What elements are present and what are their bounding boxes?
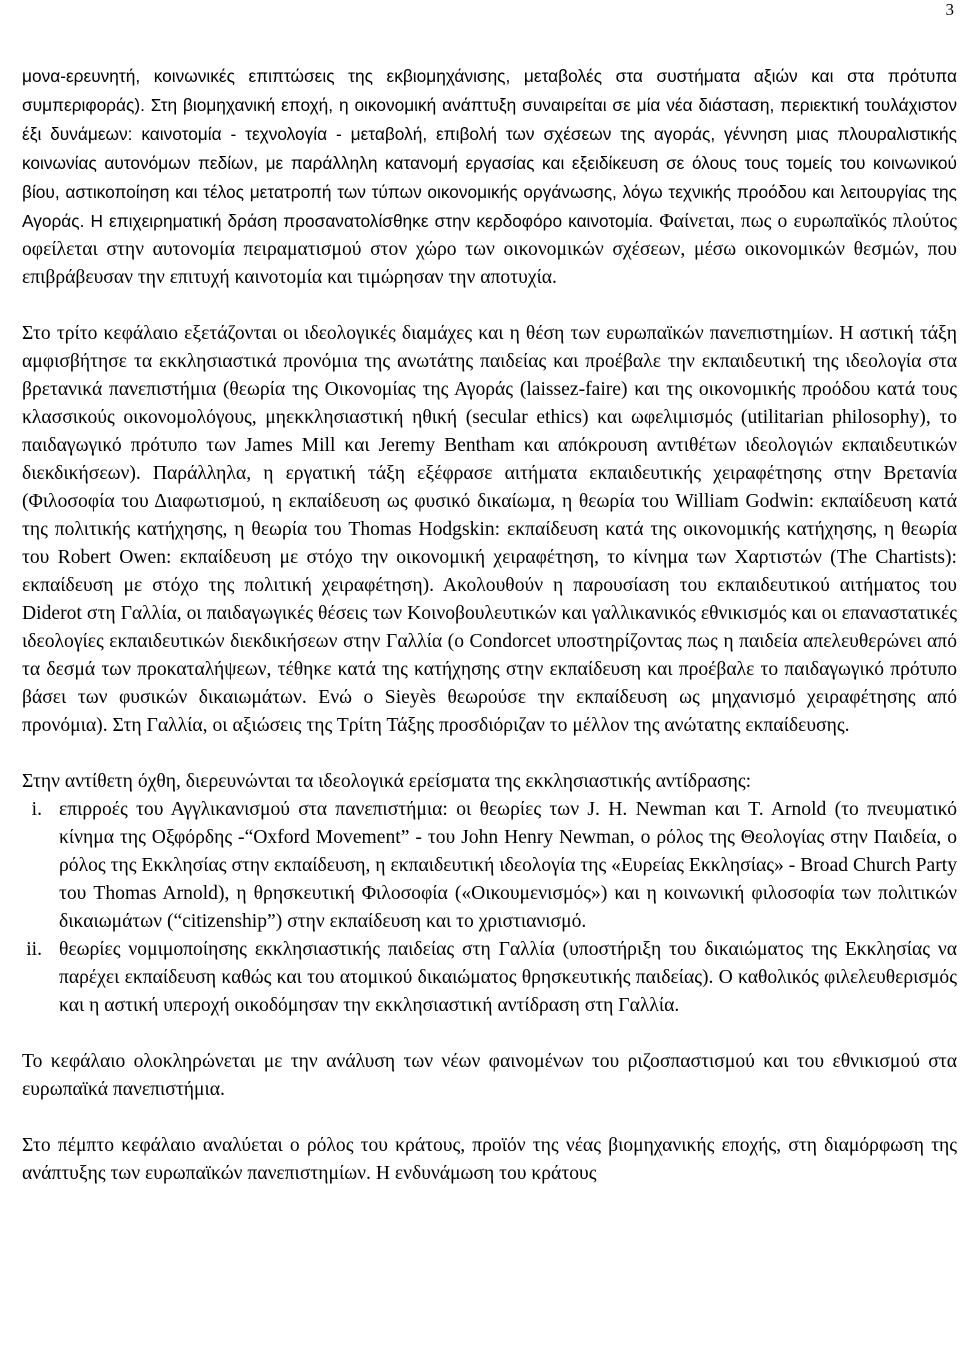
paragraph-gap: [22, 1104, 957, 1132]
page-number: 3: [945, 0, 954, 19]
paragraph-gap: [22, 740, 957, 768]
paragraph-industrialization-serif-text: Φαίνεται, πως ο ευρωπαϊκός πλούτος οφείλεται στην αυτονομία πειραματισμού στον χώρο των οικονομικών σχέσεων, μέσω οικονομικών θεσμών, που επιβράβευσαν την επιτυχή καινοτομία και τιμώρησαν την αποτυχία.: [22, 211, 958, 288]
document-body: [22, 62, 957, 1188]
list-item-text: επιρροές του Αγγλικανισμού στα πανεπιστήμια: οι θεωρίες των J. H. Newman και T. Arnold (το πνευματικό κίνημα της Οξφόρδης -“Oxford Movement” - του John Henry Newman, ο ρόλος της Θεολογίας στην Παιδεία, ο ρόλος της Εκκλησίας στην εκπαίδευση, η εκπαιδευτική ιδεολογία της «Ευρείας Εκκλησίας» - Broad Church Party του Thomas Arnold), η θρησκευτική Φιλοσοφία («Οικουμενισμός») και η κοινωνική φιλοσοφία των πολιτικών δικαιωμάτων (“citizenship”) στην εκπαίδευση και το χριστιανισμό.: [59, 799, 957, 932]
list-item: [22, 936, 957, 1020]
paragraph-industrialization: [22, 62, 957, 292]
paragraph-industrialization-sans-text: μονα-ερευνητή, κοινωνικές επιπτώσεις της εκβιομηχάνισης, μεταβολές στα συστήματα αξιών και στα πρότυπα συμπεριφοράς). Στη βιομηχανική εποχή, η οικονομική ανάπτυξη συναιρείται σε μία νέα διάσταση, περιεκτική τουλάχιστον έξι δυνάμεων: καινοτομία - τεχνολογία - μεταβολή, επιβολή των σχέσεων της αγοράς, γέννηση μιας πλουραλιστικής κοινωνίας αυτονόμων πεδίων, με παράλληλη κατανομή εργασίας και εξειδίκευση σε όλους τους τομείς του κοινωνικού βίου, αστικοποίηση και τέλος μετατροπή των τύπων οικονομικής οργάνωσης, λόγω τεχνικής προόδου και λειτουργίας της Αγοράς. Η επιχειρηματική δράση προσανατολίσθηκε στην κερδοφόρο καινοτομία.: [22, 66, 957, 231]
paragraph-gap: [22, 292, 957, 320]
paragraph-chapter-conclusion: Το κεφάλαιο ολοκληρώνεται με την ανάλυση των νέων φαινομένων του ριζοσπαστισμού και του εθνικισμού στα ευρωπαϊκά πανεπιστήμια.: [22, 1051, 957, 1100]
list-marker: ii.: [26, 939, 42, 960]
roman-numeral-list: [22, 796, 957, 1020]
paragraph-gap: [22, 1020, 957, 1048]
paragraph-chapter-five: Στο πέμπτο κεφάλαιο αναλύεται ο ρόλος του κράτους, προϊόν της νέας βιομηχανικής εποχής, στη διαμόρφωση της ανάπτυξης των ευρωπαϊκών πανεπιστημίων. Η ενδυνάμωση του κράτους: [22, 1135, 957, 1184]
list-item: [22, 796, 957, 936]
paragraph-ecclesiastical-reaction-intro: Στην αντίθετη όχθη, διερευνώνται τα ιδεολογικά ερείσματα της εκκλησιαστικής αντίδρασης:: [22, 771, 752, 792]
list-marker: i.: [31, 799, 42, 820]
list-item-text: θεωρίες νομιμοποίησης εκκλησιαστικής παιδείας στη Γαλλία (υποστήριξη του δικαιώματος της Εκκλησίας να παρέχει εκπαίδευση καθώς και του ατομικού δικαιώματος θρησκευτικής παιδείας). Ο καθολικός φιλελευθερισμός και η αστική υπεροχή οικοδόμησαν την εκκλησιαστική αντίδραση στη Γαλλία.: [59, 939, 957, 1016]
paragraph-chapter-three: Στο τρίτο κεφάλαιο εξετάζονται οι ιδεολογικές διαμάχες και η θέση των ευρωπαϊκών πανεπιστημίων. Η αστική τάξη αμφισβήτησε τα εκκλησιαστικά προνόμια της ανωτάτης παιδείας και προέβαλε την εκπαιδευτική της ιδεολογία στα βρετανικά πανεπιστήμια (θεωρία της Οικονομίας της Αγοράς (laissez-faire) και της οικονομικής προόδου κατά τους κλασσικούς οικονομολόγους, μηεκκλησιαστική ηθική (secular ethics) και ωφελιμισμός (utilitarian philosophy), το παιδαγωγικό πρότυπο των James Mill και Jeremy Bentham και απόκρουση αντιθέτων ιδεολογιών εκπαιδευτικών διεκδικήσεων). Παράλληλα, η εργατική τάξη εξέφρασε αιτήματα εκπαιδευτικής χειραφέτησης στην Βρετανία (Φιλοσοφία του Διαφωτισμού, η εκπαίδευση ως φυσικό δικαίωμα, η θεωρία του William Godwin: εκπαίδευση κατά της πολιτικής κατήχησης, η θεωρία του Thomas Hodgskin: εκπαίδευση κατά της οικονομικής κατήχησης, η θεωρία του Robert Owen: εκπαίδευση με στόχο την οικονομική χειραφέτηση, το κίνημα των Χαρτιστών (The Chartists): εκπαίδευση με στόχο της πολιτική χειραφέτηση). Ακολουθούν η παρουσίαση του εκπαιδευτικού αιτήματος του Diderot στη Γαλλία, οι παιδαγωγικές θέσεις των Κοινοβουλευτικών και γαλλικανικός εθνικισμός και οι επαναστατικές ιδεολογίες εκπαιδευτικών διεκδικήσεων στην Γαλλία (ο Condorcet υποστηρίζοντας πως η παιδεία απελευθερώνει από τα δεσμά των προκαταλήψεων, τέθηκε κατά της κατήχησης στην εκπαίδευση και προέβαλε το παιδαγωγικό πρότυπο βάσει των φυσικών δικαιωμάτων. Ενώ ο Sieyès θεωρούσε την εκπαίδευση ως μηχανισμό χειραφέτησης από προνόμια). Στη Γαλλία, οι αξιώσεις της Τρίτη Τάξης προσδιόριζαν το μέλλον της ανώτατης εκπαίδευσης.: [22, 323, 957, 736]
